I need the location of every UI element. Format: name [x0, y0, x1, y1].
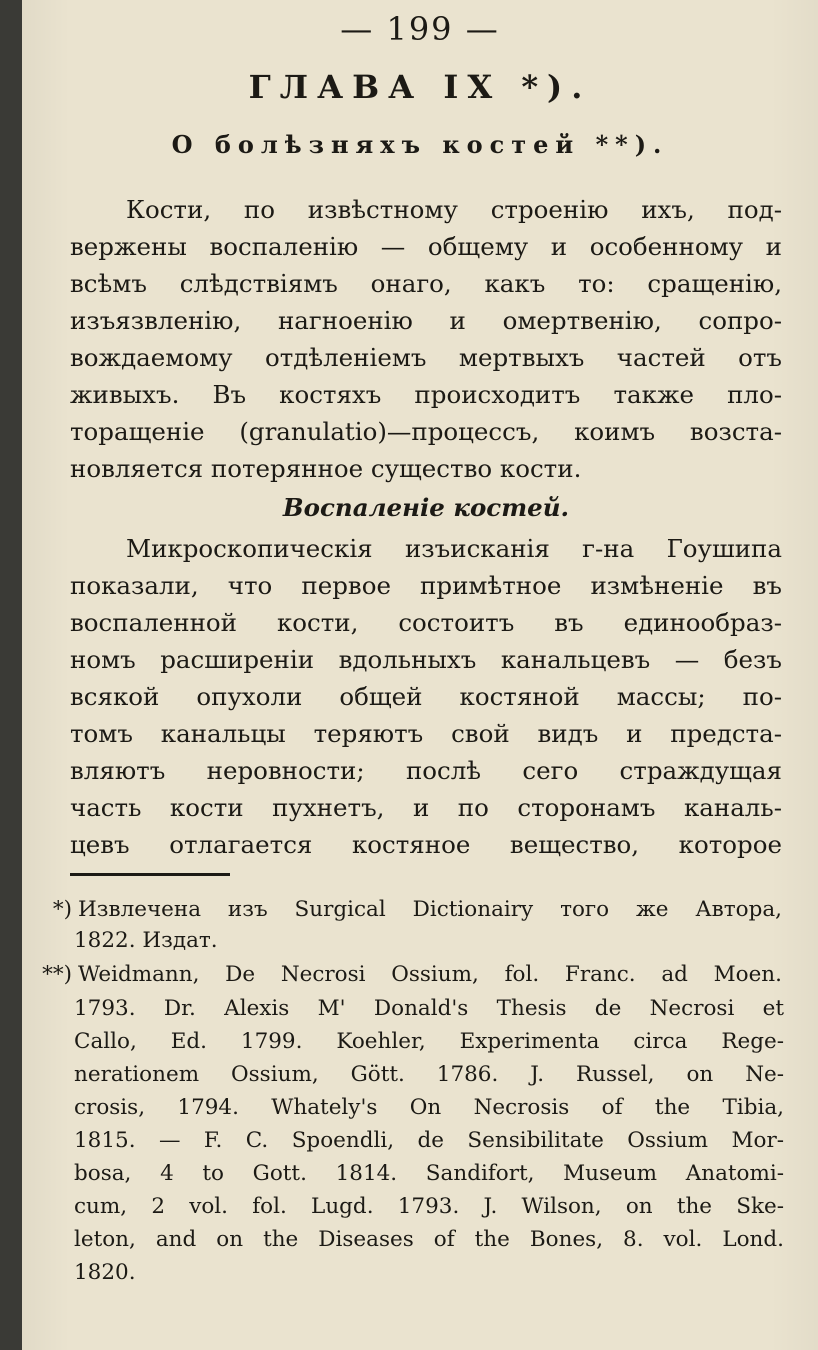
text-line: номъ расширеніи вдольныхъ канальцевъ — безъ: [70, 645, 782, 674]
text-line: вержены воспаленію — общему и особенному и: [70, 232, 782, 261]
text-line: цевъ отлагается костяное вещество, которое: [70, 830, 782, 859]
text-line: Кости, по извѣстному строенію ихъ, под-: [126, 195, 782, 224]
text-line: изъязвленію, нагноенію и омертвенію, сопро-: [70, 306, 782, 335]
text-line: всѣмъ слѣдствіямъ онаго, какъ то: сращенію,: [70, 269, 782, 298]
text-line: томъ канальцы теряютъ свой видъ и предста-: [70, 719, 782, 748]
page-number: — 199 —: [340, 10, 500, 48]
footnote-mark: **): [42, 962, 72, 987]
footnote-divider: [70, 873, 230, 876]
chapter-title: ГЛАВА IX *).: [248, 68, 592, 106]
text-line: Микроскопическія изъисканія г-на Гоушипа: [126, 534, 782, 563]
footnote-line: nerationem Ossium, Gött. 1786. J. Russel, on Ne-: [74, 1062, 784, 1087]
footnote-line: leton, and on the Diseases of the Bones, 8. vol. Lond.: [74, 1227, 784, 1252]
footnote-line: Weidmann, De Necrosi Ossium, fol. Franc. ad Moen.: [78, 962, 782, 987]
footnote-line: 1815. — F. C. Spoendli, de Sensibilitate Ossium Mor-: [74, 1128, 784, 1153]
text-line: всякой опухоли общей костяной массы; по-: [70, 682, 782, 711]
footnote-line: 1793. Dr. Alexis M' Donald's Thesis de Necrosi et: [74, 996, 784, 1021]
text-line: торащеніе (granulatio)—процессъ, коимъ возста-: [70, 417, 782, 446]
text-line: новляется потерянное существо кости.: [70, 454, 582, 483]
text-line: вляютъ неровности; послѣ сего страждущая: [70, 756, 782, 785]
footnote-line: Callo, Ed. 1799. Koehler, Experimenta circa Rege-: [74, 1029, 784, 1054]
footnote-line: 1822. Издат.: [74, 928, 218, 953]
text-line: показали, что первое примѣтное измѣненіе въ: [70, 571, 782, 600]
footnote-line: cum, 2 vol. fol. Lugd. 1793. J. Wilson, on the Ske-: [74, 1194, 784, 1219]
text-line: живыхъ. Въ костяхъ происходитъ также пло-: [70, 380, 782, 409]
footnote-line: bosa, 4 to Gott. 1814. Sandifort, Museum Anatomi-: [74, 1161, 784, 1186]
text-line: вождаемому отдѣленіемъ мертвыхъ частей отъ: [70, 343, 782, 372]
footnote-mark: *): [52, 897, 72, 922]
text-line: воспаленной кости, состоитъ въ единообраз-: [70, 608, 782, 637]
footnote-line: 1820.: [74, 1260, 136, 1285]
subheading: Воспаленіе костей.: [282, 493, 570, 522]
footnote-line: crosis, 1794. Whately's On Necrosis of the Tibia,: [74, 1095, 784, 1120]
section-title: О болѣзняхъ костей **).: [171, 130, 669, 159]
footnote-line: Извлечена изъ Surgical Dictionairy того же Автора,: [78, 897, 782, 922]
book-page: [22, 0, 818, 1350]
text-line: часть кости пухнетъ, и по сторонамъ каналь-: [70, 793, 782, 822]
